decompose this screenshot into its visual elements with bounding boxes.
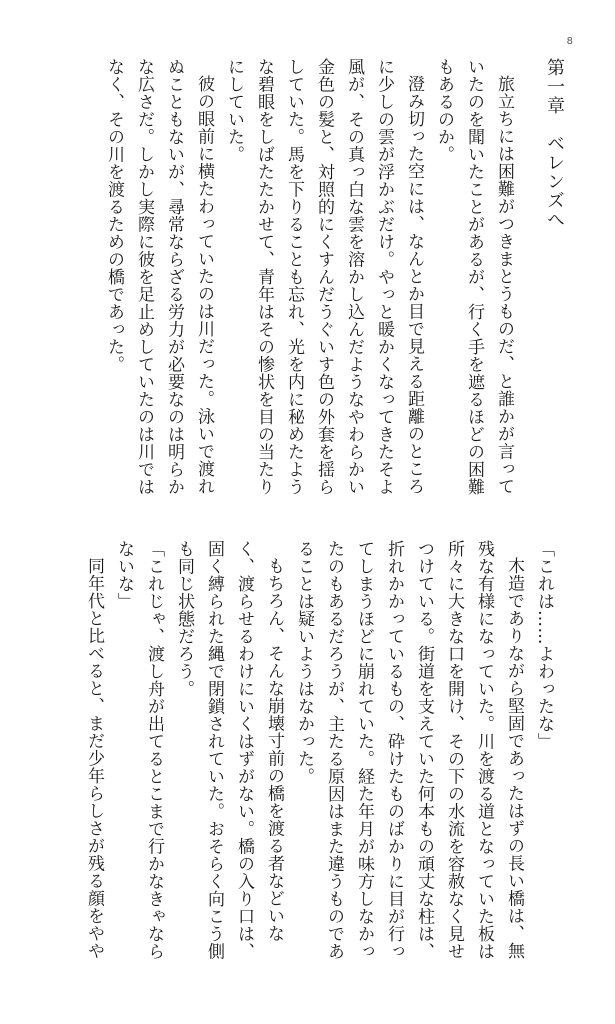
paragraph: もちろん、そんな崩壊寸前の橋を渡る者などいなく、渡らせるわけにいくはずがない。橋の入り口は、固く縛られた縄で閉鎖されていた。おそらく向こう側も同じ状態だろう。: [174, 540, 284, 960]
paragraph: 彼の眼前に横たわっていたのは川だった。泳いで渡れぬこともないが、尋常ならざる労力が必要なのは明らかな広さだ。しかし実際に彼を足止めしていたのは川ではなく、その川を渡るための橋であった。: [104, 58, 214, 496]
paragraph: 旅立ちには困難がつきまとうものだ、と誰かが言っていたのを聞いたことがあるが、行く手を遮るほどの困難もあるのか。: [434, 58, 514, 496]
paragraph: 澄み切った空には、なんとか目で見える距離のところに少しの雲が浮かぶだけ。やっと暖かくなってきたそよ風が、その真っ白な雲を溶かし込んだようなやわらかい金色の髪と、対照的にくすんだうぐいす色の外套を揺らしていた。馬を下りることも忘れ、光を内に秘めたような碧眼をしばたたかせて、青年はその惨状を目の当たりにしていた。: [224, 58, 424, 496]
top-text-block: [99, 58, 569, 498]
chapter-title: 第一章 ベレンズへ: [544, 58, 565, 229]
dialogue-line: 「これじゃ、渡し舟が出てるとこまで行かなきゃならないな」: [114, 540, 164, 960]
bottom-text-block: [84, 540, 559, 970]
paragraph: 木造でありながら堅固であったはずの長い橋は、無残な有様になっていた。川を渡る道となっていた板は所々に大きな口を開け、その下の水流を容赦なく見せつけている。街道を支えていた何本もの頑丈な柱は、折れかかっているもの、砕けたものばかりに目が行ってしまうほどに崩れていた。経た年月が味方しなかったのもあるだろうが、主たる原因はまた違うものであることは疑いようはなかった。: [294, 540, 524, 960]
page-number: 8: [566, 36, 573, 47]
dialogue-line: 「これは……よわったな」: [534, 540, 554, 750]
paragraph: 同年代と比べると、まだ少年らしさが残る顔をやや: [84, 557, 104, 960]
